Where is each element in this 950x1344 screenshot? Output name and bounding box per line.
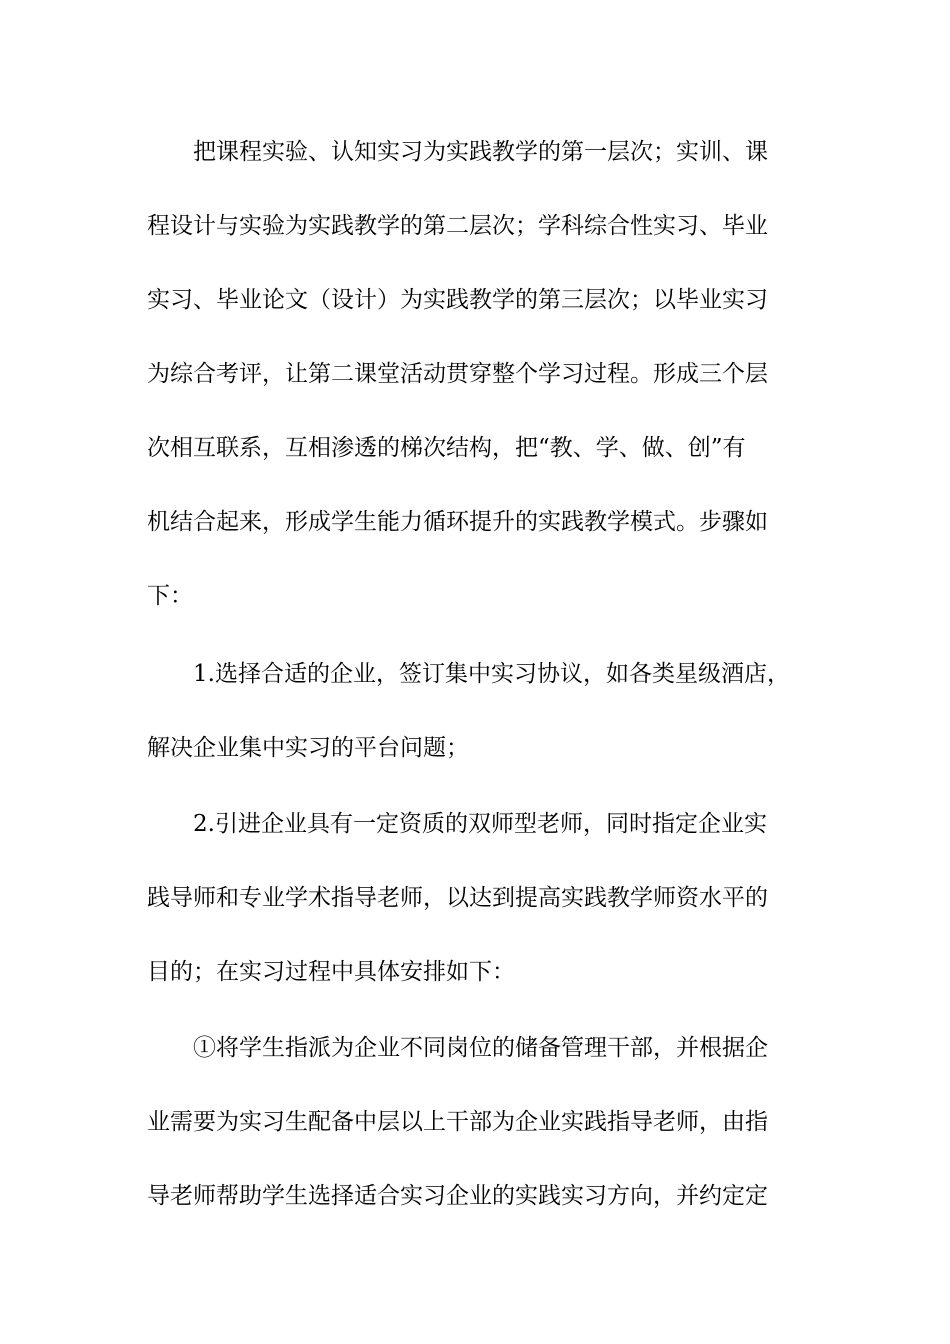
- paragraph-1-line-7: 下：: [147, 583, 193, 609]
- subitem-1-line-1: ①将学生指派为企业不同岗位的储备管理干部，并根据企: [193, 1035, 768, 1061]
- paragraph-1-line-5: 次相互联系，互相渗透的梯次结构，把“教、学、做、创”有: [147, 435, 746, 461]
- paragraph-1-line-4: 为综合考评，让第二课堂活动贯穿整个学习过程。形成三个层: [147, 361, 768, 387]
- item-1-line-1: 1.选择合适的企业，签订集中实习协议，如各类星级酒店，: [193, 661, 790, 687]
- item-1-line-2: 解决企业集中实习的平台问题；: [147, 735, 469, 761]
- subitem-1-line-2: 业需要为实习生配备中层以上干部为企业实践指导老师，由指: [147, 1109, 768, 1135]
- paragraph-1-line-6: 机结合起来，形成学生能力循环提升的实践教学模式。步骤如: [147, 509, 768, 535]
- paragraph-1-line-2: 程设计与实验为实践教学的第二层次；学科综合性实习、毕业: [147, 213, 768, 239]
- paragraph-1-line-1: 把课程实验、认知实习为实践教学的第一层次；实训、课: [193, 139, 768, 165]
- item-2-line-2: 践导师和专业学术指导老师，以达到提高实践教学师资水平的: [147, 885, 768, 911]
- item-2-line-3: 目的；在实习过程中具体安排如下：: [147, 959, 515, 985]
- item-2-line-1: 2.引进企业具有一定资质的双师型老师，同时指定企业实: [193, 811, 767, 837]
- subitem-1-line-3: 导老师帮助学生选择适合实习企业的实践实习方向，并约定定: [147, 1183, 768, 1209]
- paragraph-1-line-3: 实习、毕业论文（设计）为实践教学的第三层次；以毕业实习: [147, 287, 768, 313]
